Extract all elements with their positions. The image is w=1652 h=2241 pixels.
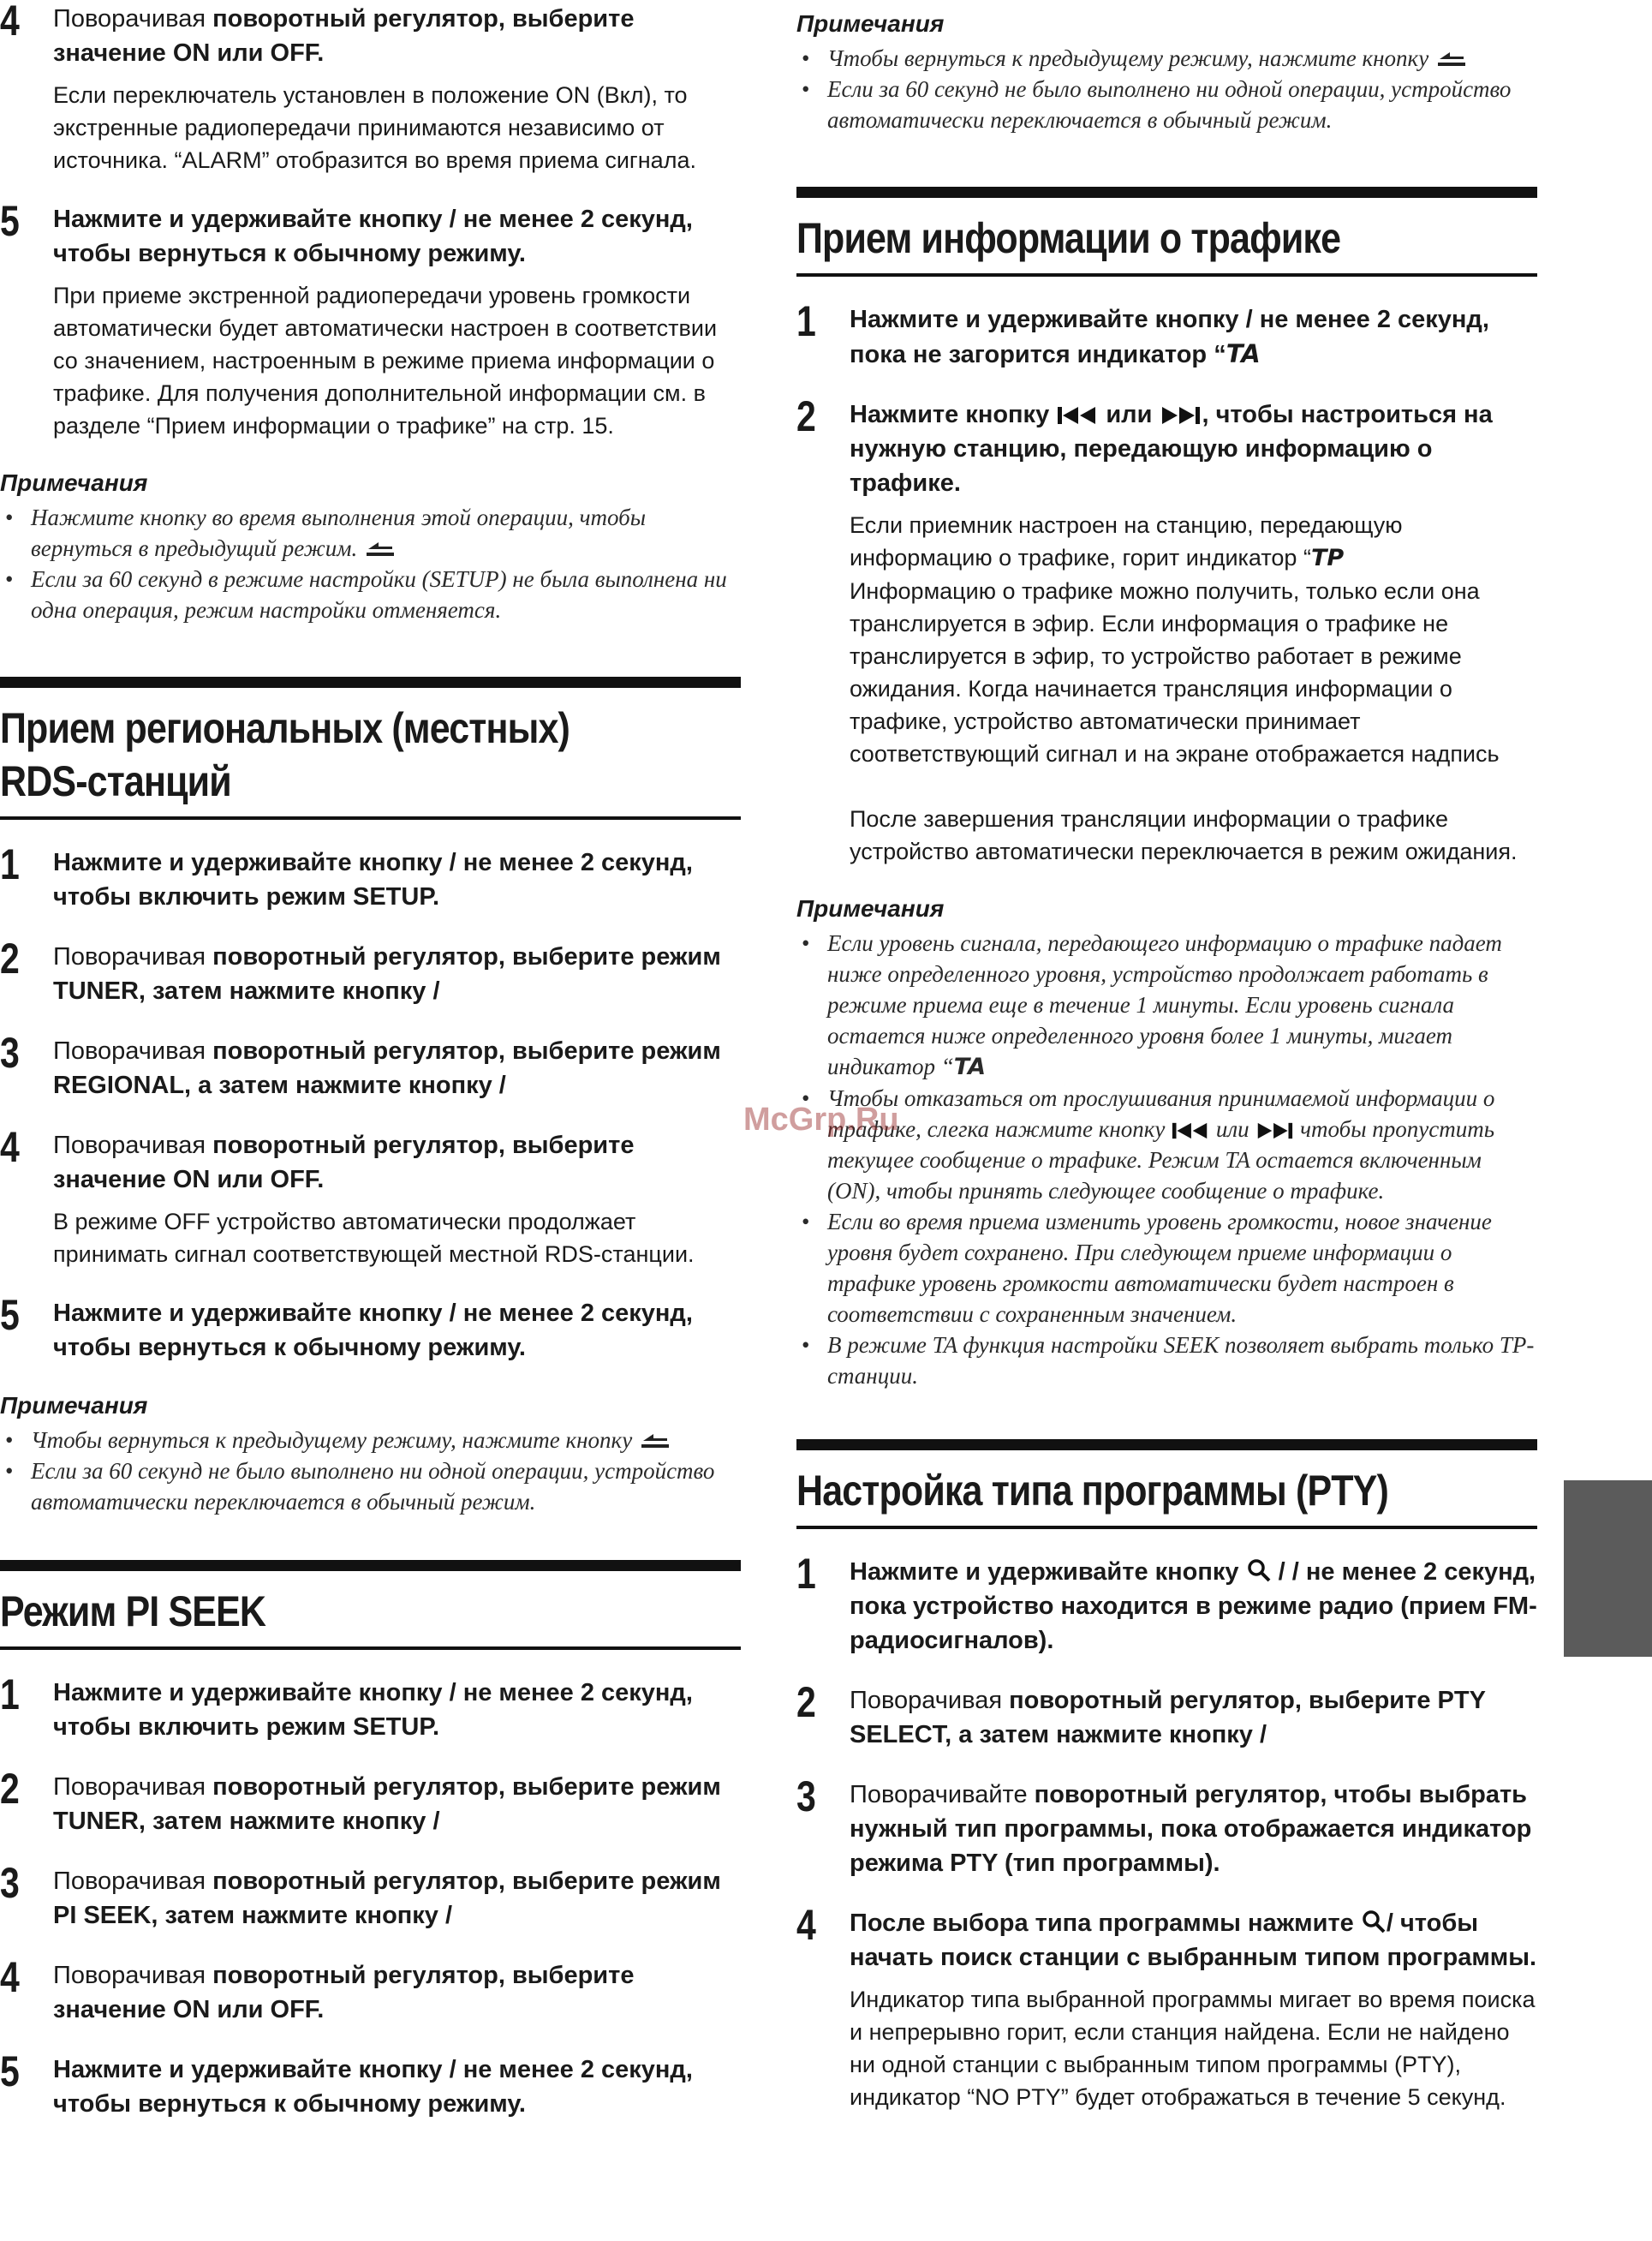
step-title: После выбора типа программы нажмите / чтобы начать поиск станции с выбранным типом программы. (850, 1909, 1537, 1971)
step-text: В режиме OFF устройство автоматически продолжает принимать сигнал соответствующей местной RDS-станции. (53, 1209, 695, 1267)
step-number: 5 (0, 1291, 19, 1339)
piseek-step-4 (0, 1953, 741, 2027)
note-item: • Если уровень сигнала, передающего информацию о трафике падает ниже определенного уровня, устройство продолжает работать в режиме приема еще в течение 1 минуты. Если уровень сигнала остается ниже определенного уровня более 1 минуты, мигает индикатор “TA (796, 928, 1537, 1083)
notes-block-regional (0, 1390, 741, 1517)
step-number: 5 (0, 2047, 19, 2095)
step-title: Поворачивая поворотный регулятор, выберите PTY SELECT, а затем нажмите кнопку / (850, 1687, 1486, 1748)
piseek-step-5 (0, 2047, 741, 2121)
search-icon (1361, 1909, 1387, 1934)
step-title: Поворачивая поворотный регулятор, выберите режим PI SEEK, затем нажмите кнопку / (53, 1868, 721, 1929)
section-title-pty: Настройка типа программы (PTY) (796, 1439, 1537, 1529)
step-text: После завершения трансляции информации о трафике устройство автоматически переключается в режим ожидания. (850, 806, 1518, 864)
skip-back-icon (1171, 1121, 1210, 1140)
step-text: При приеме экстренной радиопередачи уровень громкости автоматически будет автоматически настроен в соответствии со значением, настроенным в режиме приема информации о трафике. Для получения дополнительной информации см. в разделе “Прием информации о трафике” на стр. 15. (53, 283, 718, 439)
step-title: Поворачивая поворотный регулятор, выберите значение ON или OFF. (53, 1132, 635, 1193)
step-text: Если приемник настроен на станцию, передающую информацию о трафике, горит индикатор “TP Информацию о трафике можно получить, только если она транслируется в эфир. Если информация о трафике не транслируется в эфир, то устройство работает в режиме ожидания. Когда начинается трансляция информации о трафике, устройство автоматически принимает соответствующий сигнал и на экране отображается надпись (850, 512, 1500, 767)
step-text: Если переключатель установлен в положение ON (Вкл), то экстренные радиопередачи принимаются независимо от источника. “ALARM” отобразится во время приема сигнала. (53, 82, 696, 173)
back-arrow-icon (638, 1431, 672, 1451)
step-number: 5 (0, 197, 19, 245)
page-side-tab (1564, 1480, 1652, 1657)
step-title: Поворачивая поворотный регулятор, выберите режим TUNER, затем нажмите кнопку / (53, 1773, 721, 1835)
notes-block-1 (0, 468, 741, 625)
left-column (0, 0, 741, 2147)
tp-indicator: TP (1310, 545, 1345, 571)
step-title: Нажмите и удерживайте кнопку / не менее 2 секунд, чтобы включить режим SETUP. (53, 849, 693, 911)
note-item: • Чтобы отказаться от прослушивания принимаемой информации о трафике, слегка нажмите кнопку или чтобы пропустить текущее сообщение о трафике. Режим TA остается включенным (ON), чтобы принять следующее сообщение о трафике. (796, 1083, 1537, 1206)
step-number: 2 (796, 392, 815, 440)
step-title: Поворачивая поворотный регулятор, выберите режим REGIONAL, а затем нажмите кнопку / (53, 1037, 721, 1099)
step-title: Поворачивая поворотный регулятор, выберите значение ON или OFF. (53, 1962, 635, 2023)
section-title-regional: Прием региональных (местных) RDS-станций (0, 677, 741, 820)
step-4-top (0, 2, 741, 176)
note-item: • В режиме TA функция настройки SEEK позволяет выбрать только TP-станции. (796, 1330, 1537, 1391)
step-number: 1 (0, 1670, 19, 1718)
section-title-piseek: Режим PI SEEK (0, 1560, 741, 1650)
notes-heading: Примечания (0, 1392, 148, 1419)
step-title: Нажмите и удерживайте кнопку / не менее 2 секунд, чтобы включить режим SETUP. (53, 1679, 693, 1741)
watermark: McGrp.Ru (743, 1102, 899, 1138)
step-title: Нажмите и удерживайте кнопку / / не менее 2 секунд, пока устройство находится в режиме радио (прием FM-радиосигналов). (850, 1558, 1537, 1654)
notes-heading: Примечания (796, 10, 945, 37)
piseek-step-1 (0, 1670, 741, 1744)
step-number: 3 (796, 1772, 815, 1820)
regional-step-5 (0, 1291, 741, 1365)
pty-step-1 (796, 1550, 1537, 1658)
note-item: • Если за 60 секунд не было выполнено ни одной операции, устройство автоматически переключается в обычный режим. (796, 74, 1537, 135)
pty-step-4 (796, 1901, 1537, 2113)
regional-step-1 (0, 840, 741, 914)
note-item: • Нажмите кнопку во время выполнения этой операции, чтобы вернуться в предыдущий режим. (0, 502, 741, 564)
regional-step-2 (0, 935, 741, 1008)
step-title: Нажмите и удерживайте кнопку / не менее 2 секунд, пока не загорится индикатор “TA (850, 306, 1489, 368)
step-number: 4 (796, 1901, 815, 1949)
note-item: • Если за 60 секунд не было выполнено ни одной операции, устройство автоматически переключается в обычный режим. (0, 1455, 741, 1517)
notes-heading: Примечания (796, 895, 945, 922)
step-title: Нажмите и удерживайте кнопку / не менее 2 секунд, чтобы вернуться к обычному режиму. (53, 206, 693, 267)
note-item: • Если во время приема изменить уровень громкости, новое значение уровня будет сохранено. При следующем приеме информации о трафике уровень громкости автоматически будет настроен в соответствии с сохраненным значением. (796, 1206, 1537, 1330)
step-number: 4 (0, 1123, 19, 1171)
pty-step-3 (796, 1772, 1537, 1880)
step-title: Поворачивайте поворотный регулятор, чтобы выбрать нужный тип программы, пока отображается индикатор режима PTY (тип программы). (850, 1781, 1532, 1877)
step-number: 2 (0, 935, 19, 983)
step-title: Нажмите и удерживайте кнопку / не менее 2 секунд, чтобы вернуться к обычному режиму. (53, 1300, 693, 1361)
step-5-top (0, 197, 741, 442)
regional-step-4 (0, 1123, 741, 1270)
step-number: 3 (0, 1029, 19, 1077)
step-number: 2 (796, 1678, 815, 1726)
notes-block-top-right (796, 9, 1537, 135)
step-number: 4 (0, 1953, 19, 2001)
ta-indicator: TA (1226, 339, 1261, 368)
traffic-step-2 (796, 392, 1537, 868)
step-title: Нажмите и удерживайте кнопку / не менее 2 секунд, чтобы вернуться к обычному режиму. (53, 2056, 693, 2118)
piseek-step-2 (0, 1765, 741, 1838)
step-title: Поворачивая поворотный регулятор, выберите режим TUNER, затем нажмите кнопку / (53, 943, 721, 1005)
step-number: 4 (0, 0, 19, 45)
step-title: Поворачивая поворотный регулятор, выберите значение ON или OFF. (53, 5, 635, 67)
ta-indicator: TA (953, 1054, 986, 1080)
note-item: • Чтобы вернуться к предыдущему режиму, нажмите кнопку (0, 1425, 741, 1455)
search-icon (1246, 1557, 1272, 1583)
regional-step-3 (0, 1029, 741, 1103)
step-number: 1 (796, 297, 815, 345)
piseek-step-3 (0, 1859, 741, 1933)
skip-forward-icon (1255, 1121, 1294, 1140)
traffic-step-1 (796, 297, 1537, 372)
step-title: Нажмите кнопку или , чтобы настроиться на нужную станцию, передающую информацию о трафике. (850, 401, 1493, 497)
skip-back-icon (1056, 405, 1099, 426)
pty-step-2 (796, 1678, 1537, 1752)
step-text: Индикатор типа выбранной программы мигает во время поиска и непрерывно горит, если станция найдена. Если не найдено ни одной станции с выбранным типом программы (PTY), индикатор “NO PTY” будет отображаться в течение 5 секунд. (850, 1987, 1536, 2110)
step-number: 2 (0, 1765, 19, 1813)
step-number: 3 (0, 1859, 19, 1907)
notes-block-traffic (796, 893, 1537, 1391)
notes-heading: Примечания (0, 469, 148, 496)
back-arrow-icon (363, 539, 397, 559)
right-column (796, 0, 1537, 2139)
note-item: • Если за 60 секунд в режиме настройки (SETUP) не была выполнена ни одна операция, режим настройки отменяется. (0, 564, 741, 625)
skip-forward-icon (1159, 405, 1202, 426)
step-number: 1 (796, 1550, 815, 1598)
note-item: • Чтобы вернуться к предыдущему режиму, нажмите кнопку (796, 43, 1537, 74)
back-arrow-icon (1434, 49, 1469, 69)
step-number: 1 (0, 840, 19, 888)
section-title-traffic: Прием информации о трафике (796, 187, 1537, 277)
